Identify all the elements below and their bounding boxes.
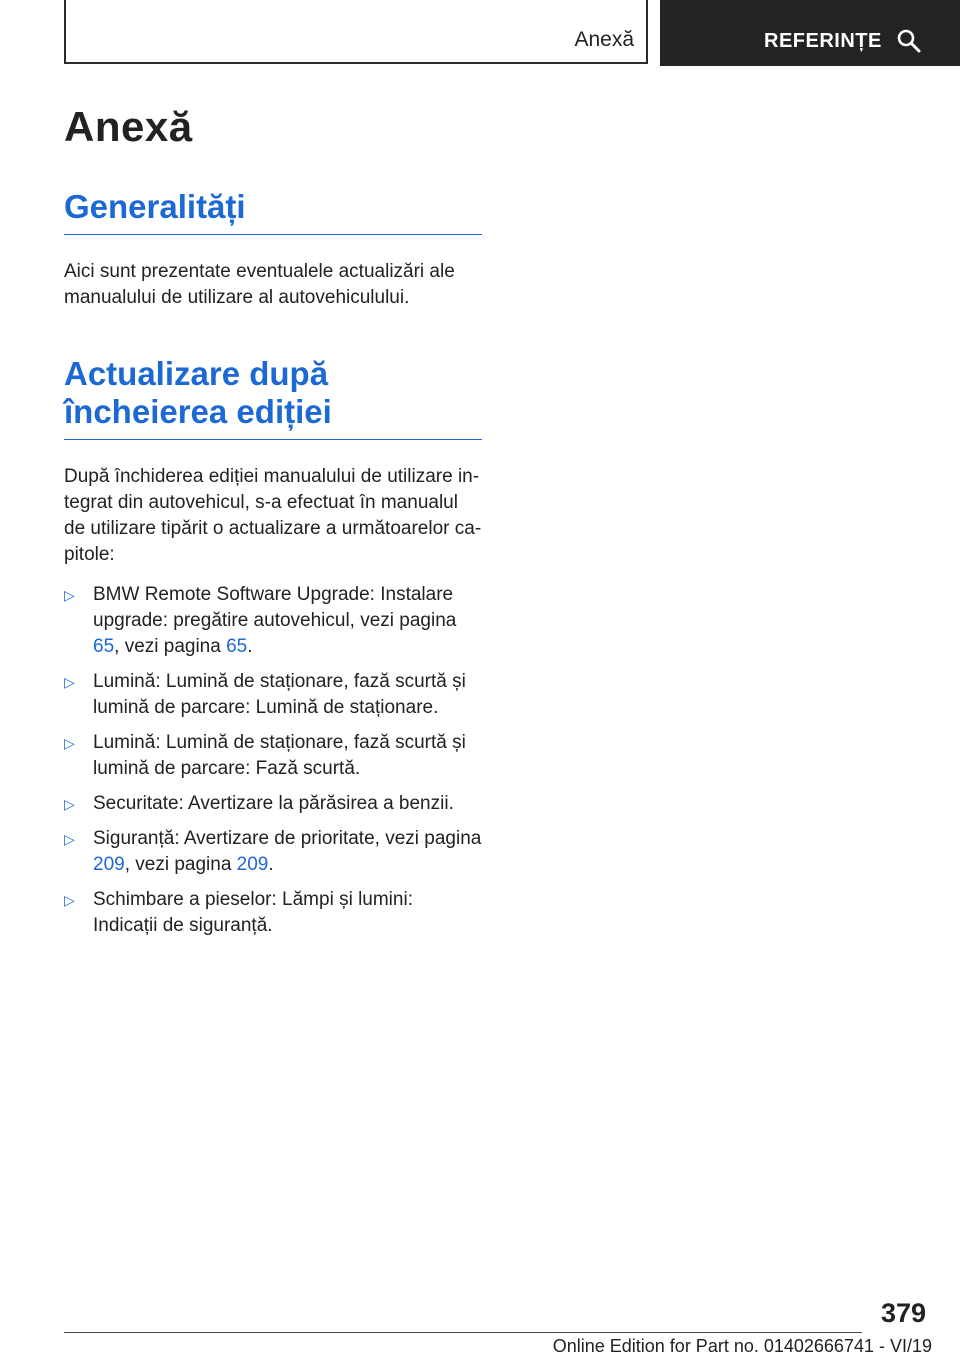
section-tab[interactable] xyxy=(64,0,648,64)
list-item xyxy=(64,730,482,782)
page-link[interactable]: 209 xyxy=(236,854,269,875)
list-item-text: Schimbare a pieselor: Lămpi și lumini: Indicații de siguranță. xyxy=(93,889,413,936)
search-icon[interactable] xyxy=(896,28,922,54)
page-title: Anexă xyxy=(64,103,193,150)
list-item-text: BMW Remote Software Upgrade: Instalare upgrade: pregătire autovehicul, vezi pagina xyxy=(93,584,457,631)
main-content xyxy=(64,100,482,948)
triangle-bullet-icon: ▷ xyxy=(64,735,75,751)
list-item-text: Securitate: Avertizare la părăsirea a benzii. xyxy=(93,793,454,814)
footer-divider xyxy=(64,1332,862,1333)
list-item-text: Lumină: Lumină de staționare, fază scurtă și lumină de parcare: Lumină de staționare. xyxy=(93,671,466,718)
triangle-bullet-icon: ▷ xyxy=(64,674,75,690)
triangle-bullet-icon: ▷ xyxy=(64,587,75,603)
page-number: 379 xyxy=(880,1298,926,1328)
general-paragraph: Aici sunt prezentate eventualele actualizări ale manualului de utilizare al autovehiculului. xyxy=(64,261,455,308)
list-item-text: Siguranță: Avertizare de prioritate, vezi pagina xyxy=(93,828,482,849)
list-item xyxy=(64,791,482,817)
list-item xyxy=(64,669,482,721)
page-link[interactable]: 65 xyxy=(93,636,115,657)
triangle-bullet-icon: ▷ xyxy=(64,796,75,812)
triangle-bullet-icon: ▷ xyxy=(64,892,75,908)
section-heading-update: Actualizare după încheierea ediției xyxy=(64,355,482,440)
update-chapter-list xyxy=(64,582,482,939)
footer-edition-text: Online Edition for Part no. 01402666741 - VI/19 xyxy=(552,1336,932,1356)
list-item-text: , vezi pagina xyxy=(114,636,227,657)
list-item xyxy=(64,826,482,878)
references-tab[interactable] xyxy=(660,0,960,66)
list-item-text: , vezi pagina xyxy=(124,854,237,875)
list-item xyxy=(64,887,482,939)
update-paragraph: După închiderea ediției manualului de utilizare integrat din autovehicul, s-a efectuat în manualul de utilizare tipărit o actualizare a următoarelor capitole: xyxy=(64,466,482,565)
list-item-text: . xyxy=(268,854,274,875)
page-link[interactable]: 209 xyxy=(93,854,125,875)
references-tab-label: REFERINȚE xyxy=(764,30,882,52)
section-tab-label: Anexă xyxy=(574,28,634,51)
list-item xyxy=(64,582,482,660)
page-link[interactable]: 65 xyxy=(226,636,248,657)
triangle-bullet-icon: ▷ xyxy=(64,831,75,847)
section-heading-general: Generalități xyxy=(64,188,482,235)
list-item-text: Lumină: Lumină de staționare, fază scurtă și lumină de parcare: Fază scurtă. xyxy=(93,732,466,779)
top-navigation xyxy=(0,0,960,66)
list-item-text: . xyxy=(247,636,253,657)
